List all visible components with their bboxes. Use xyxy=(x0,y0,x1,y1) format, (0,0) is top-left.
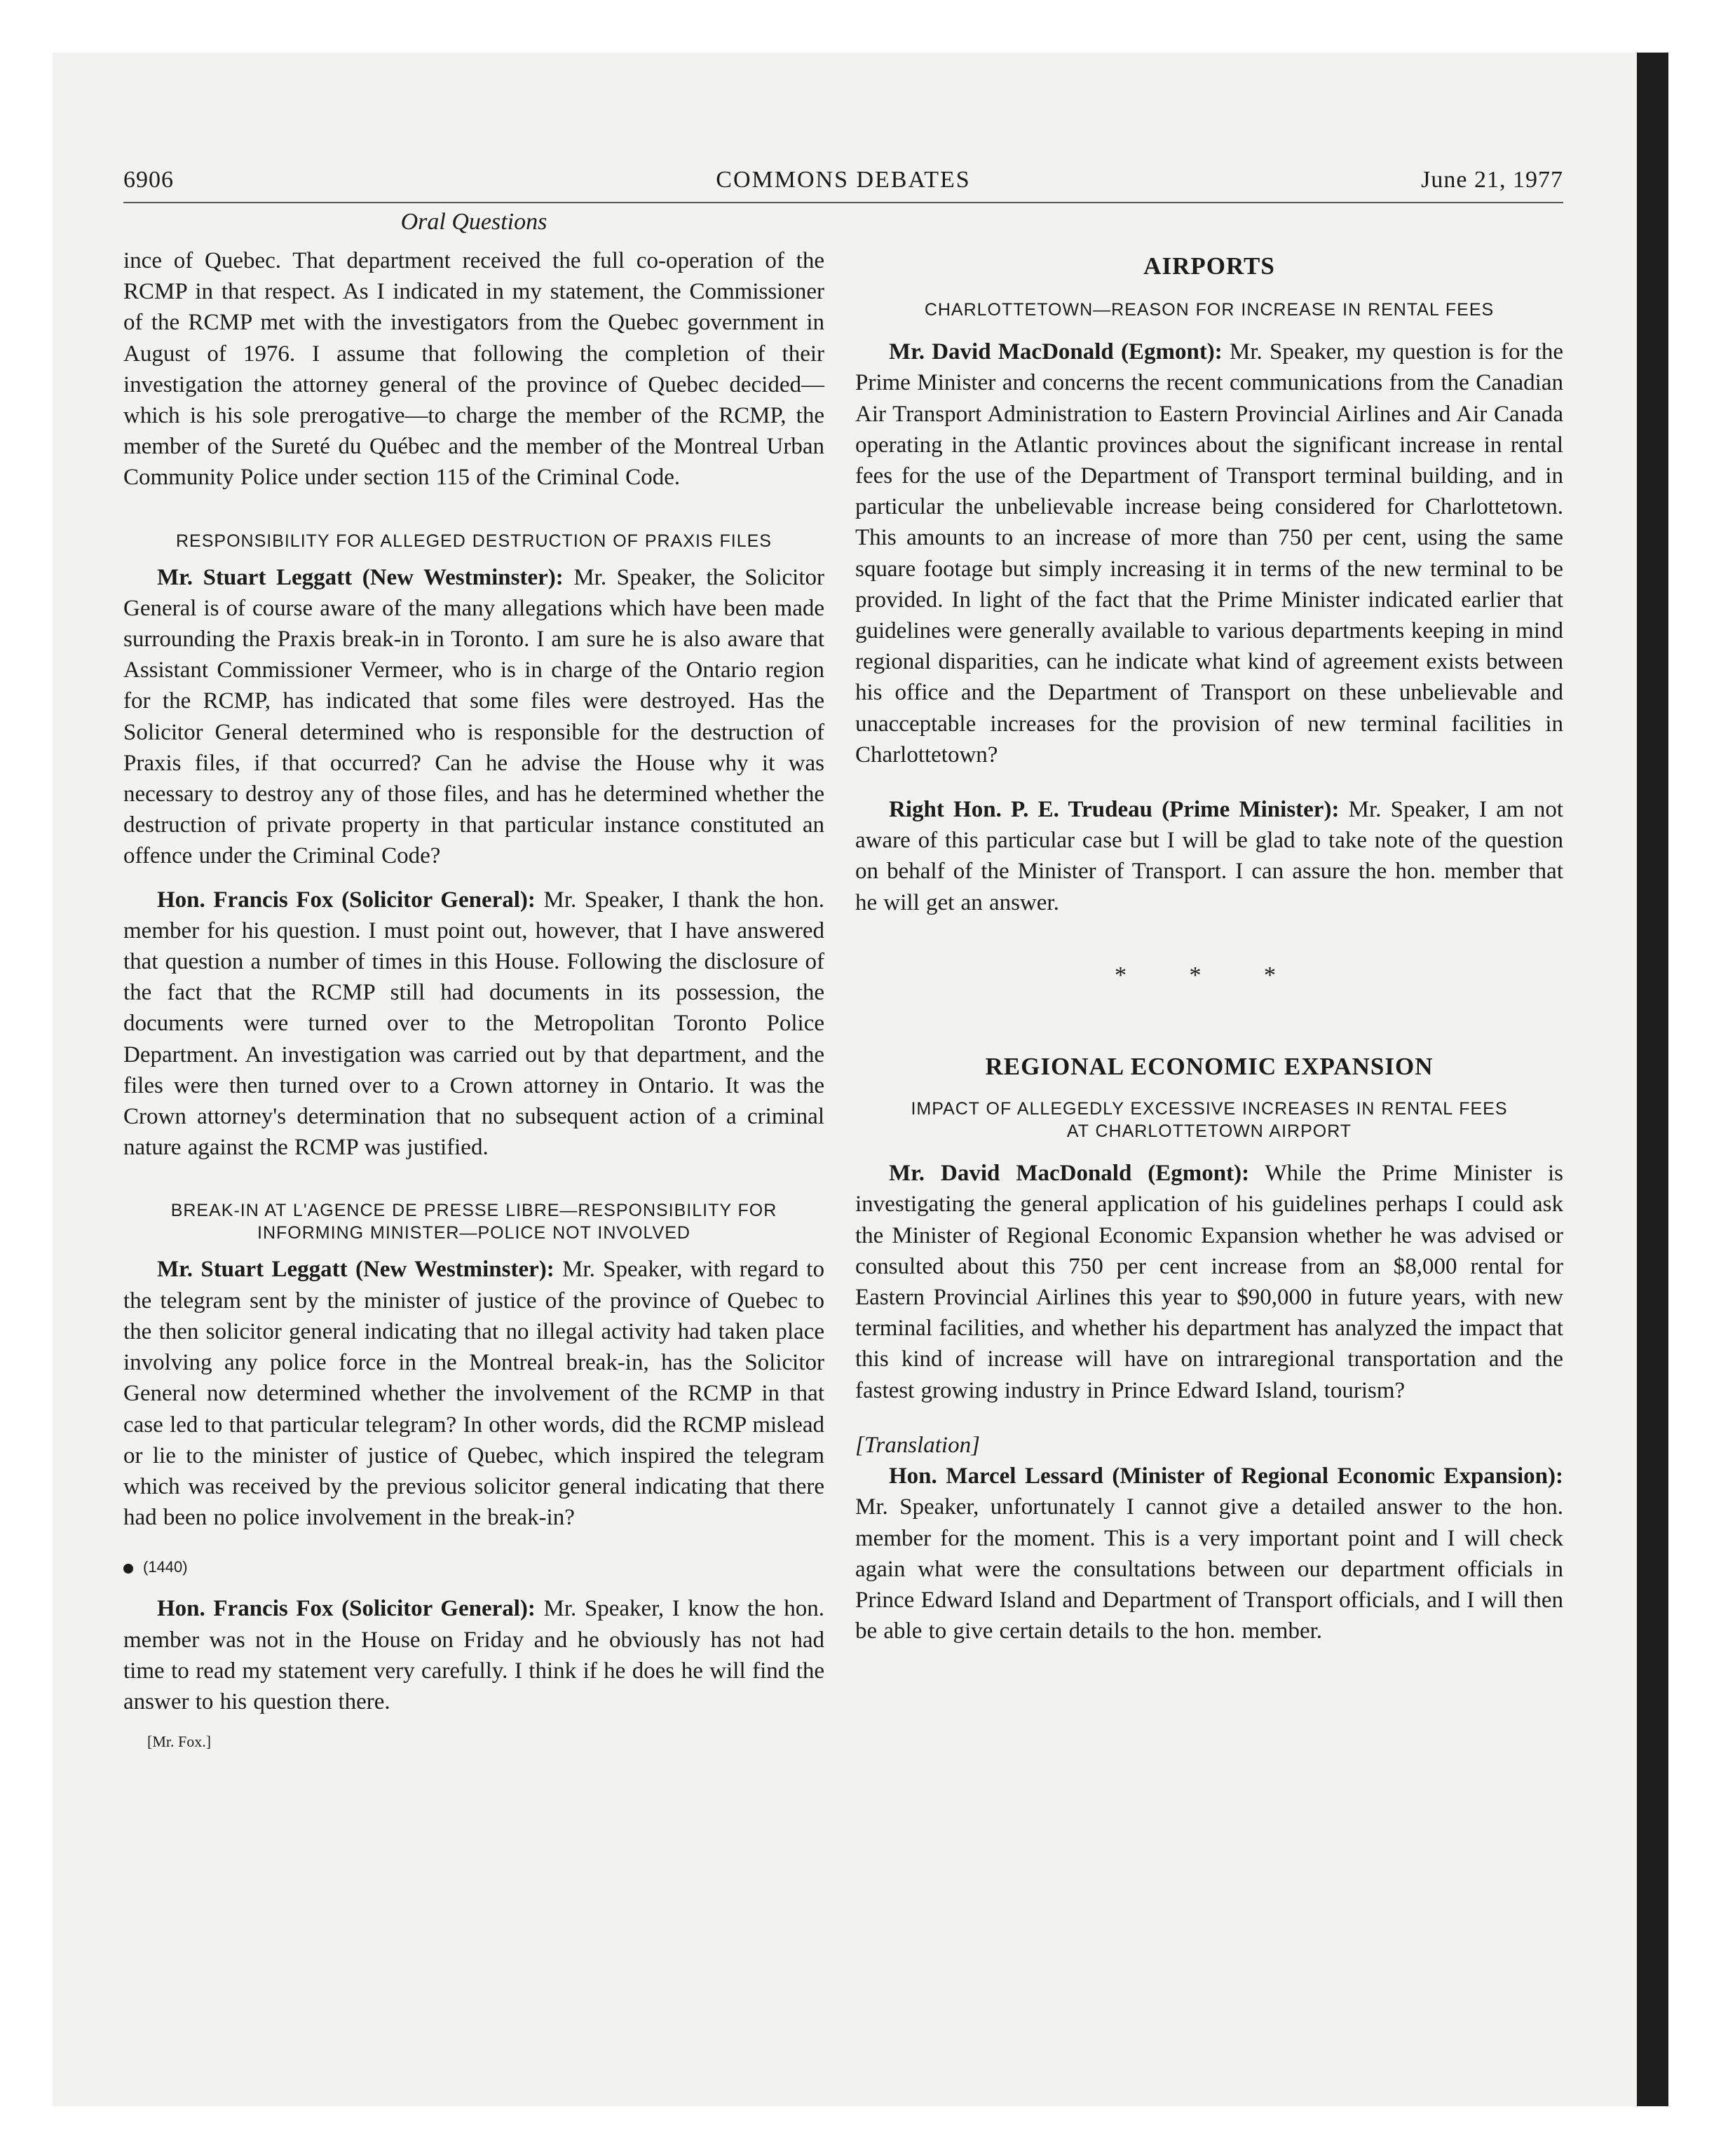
speaker-name: Hon. Marcel Lessard (Minister of Regional Economic Expansion): xyxy=(889,1464,1563,1489)
paragraph-leggatt-1 xyxy=(123,562,824,872)
paragraph-macdonald-1 xyxy=(855,336,1563,770)
heading-line: IMPACT OF ALLEGEDLY EXCESSIVE INCREASES IN RENTAL FEES xyxy=(911,1099,1508,1119)
paragraph-fox-1 xyxy=(123,885,824,1164)
publication-title: COMMONS DEBATES xyxy=(716,167,971,193)
speech-text: Mr. Speaker, I am not aware of this particular case but I will be glad to take note of the question on behalf of the Minister of Transport. I can assure the hon. member that he will get an answer. xyxy=(855,797,1563,915)
speech-text: Mr. Speaker, the Solicitor General is of course aware of the many allegations which have been made surrounding the Praxis break-in in Toronto. I am sure he is also aware that Assistant Commissioner Vermeer, who is in charge of the Ontario region for the RCMP, has indicated that some files were destroyed. Has the Solicitor General determined who is responsible for the destruction of Praxis files, if that occurred? Can he advise the House why it was necessary to destroy any of those files, and has he determined whether the destruction of private property in that particular instance constituted an offence under the Criminal Code? xyxy=(123,564,824,869)
section-divider-stars: * * * xyxy=(1115,962,1304,988)
page-date: June 21, 1977 xyxy=(1421,167,1563,193)
heading-regional-expansion: REGIONAL ECONOMIC EXPANSION xyxy=(985,1053,1434,1081)
heading-line: INFORMING MINISTER—POLICE NOT INVOLVED xyxy=(257,1223,690,1243)
heading-line: AT CHARLOTTETOWN AIRPORT xyxy=(1066,1121,1352,1142)
speech-text: Mr. Speaker, my question is for the Prime Minister and concerns the recent communications from the Canadian Air Transport Administration to Eastern Provincial Airlines and Air Canada operating in the Atlantic provinces about the significant increase in rental fees for the use of the Department of Transport terminal building, and in particular the unbelievable increase being considered for Charlottetown. This amounts to an increase of more than 750 per cent, using the same square footage but simply increasing it in terms of the new terminal to be provided. In light of the fact that the Prime Minister indicated earlier that guidelines were generally available to various departments keeping in mind regional disparities, can he indicate what kind of agreement exists between his office and the Department of Transport on these unbelievable and unacceptable increases for the provision of new terminal facilities in Charlottetown? xyxy=(855,339,1563,767)
heading-break-in xyxy=(123,1199,824,1244)
speaker-name: Hon. Francis Fox (Solicitor General): xyxy=(157,1596,536,1622)
speech-text: Mr. Speaker, with regard to the telegram sent by the minister of justice of the province of Quebec to the then solicitor general indicating that no illegal activity had taken place involving any police force in the Montreal break-in, has the Solicitor General now determined whether the involvement of the RCMP in that case led to that particular telegram? In other words, did the RCMP mislead or lie to the minister of justice of Quebec, which inspired the telegram which was received by the previous solicitor general indicating that there had been no police involvement in the break-in? xyxy=(123,1257,824,1531)
section-subheader: Oral Questions xyxy=(400,209,547,235)
translation-marker: [Translation] xyxy=(855,1432,980,1458)
scan-edge-bar xyxy=(1637,53,1668,2106)
paragraph-trudeau xyxy=(855,794,1563,918)
speaker-name: Mr. Stuart Leggatt (New Westminster): xyxy=(157,1257,554,1283)
paragraph-leggatt-2 xyxy=(123,1254,824,1533)
right-column xyxy=(855,245,1563,1646)
page-header xyxy=(123,160,1563,203)
speech-text: While the Prime Minister is investigating the general application of his guidelines perhaps I could ask the Minister of Regional Economic Expansion whether he was advised or consulted about this 750 per cent increase from an $8,000 rental for Eastern Provincial Airlines this year to $90,000 in future years, with new terminal facilities, and whether his department has analyzed the impact that this kind of increase will have on intraregional transportation and the fastest growing industry in Prince Edward Island, tourism? xyxy=(855,1161,1563,1403)
subheading-impact xyxy=(855,1098,1563,1142)
paragraph-lessard xyxy=(855,1461,1563,1646)
heading-line: BREAK-IN AT L'AGENCE DE PRESSE LIBRE—RESPONSIBILITY FOR xyxy=(170,1201,777,1221)
paragraph-macdonald-2 xyxy=(855,1158,1563,1406)
left-column xyxy=(123,245,824,1751)
heading-airports: AIRPORTS xyxy=(1143,252,1275,280)
heading-praxis-files: RESPONSIBILITY FOR ALLEGED DESTRUCTION OF PRAXIS FILES xyxy=(175,531,772,551)
time-marker xyxy=(123,1557,824,1578)
subheading-charlottetown: CHARLOTTETOWN—REASON FOR INCREASE IN RENTAL FEES xyxy=(924,300,1495,320)
speaker-name: Right Hon. P. E. Trudeau (Prime Minister): xyxy=(889,797,1340,823)
bullet-icon xyxy=(123,1564,133,1574)
speaker-name: Hon. Francis Fox (Solicitor General): xyxy=(157,887,536,913)
speech-text: Mr. Speaker, I know the hon. member was not in the House on Friday and he obviously has not had time to read my statement very carefully. I think if he does he will find the answer to his question there. xyxy=(123,1596,824,1714)
speaker-name: Mr. Stuart Leggatt (New Westminster): xyxy=(157,564,564,590)
speaker-name: Mr. David MacDonald (Egmont): xyxy=(889,339,1223,365)
speech-text: Mr. Speaker, unfortunately I cannot give a detailed answer to the hon. member for the moment. This is a very important point and I will check again what were the consultations between our department officials in Prince Edward Island and Department of Transport officials, and I will then be able to give certain details to the hon. member. xyxy=(855,1494,1563,1644)
paragraph-continuation: ince of Quebec. That department received the full co-operation of the RCMP in that respect. As I indicated in my statement, the Commissioner of the RCMP met with the investigators from the Quebec government in August of 1976. I assume that following the completion of their investigation the attorney general of the province of Quebec decided—which is his sole prerogative—to charge the member of the RCMP, the member of the Sureté du Québec and the member of the Montreal Urban Community Police under section 115 of the Criminal Code. xyxy=(123,248,824,491)
page-number: 6906 xyxy=(123,167,174,193)
speech-text: Mr. Speaker, I thank the hon. member for his question. I must point out, however, that I have answered that question a number of times in this House. Following the disclosure of the fact that the RCMP still had documents in its possession, the documents were turned over to the Metropolitan Toronto Police Department. An investigation was carried out by that department, and the files were then turned over to a Crown attorney in Ontario. It was the Crown attorney's determination that no subsequent action of a criminal nature against the RCMP was justified. xyxy=(123,887,825,1161)
speaker-name: Mr. David MacDonald (Egmont): xyxy=(889,1161,1250,1187)
paragraph-fox-2 xyxy=(123,1593,824,1717)
footer-speaker-note: [Mr. Fox.] xyxy=(147,1733,212,1751)
time-label: (1440) xyxy=(143,1558,188,1576)
